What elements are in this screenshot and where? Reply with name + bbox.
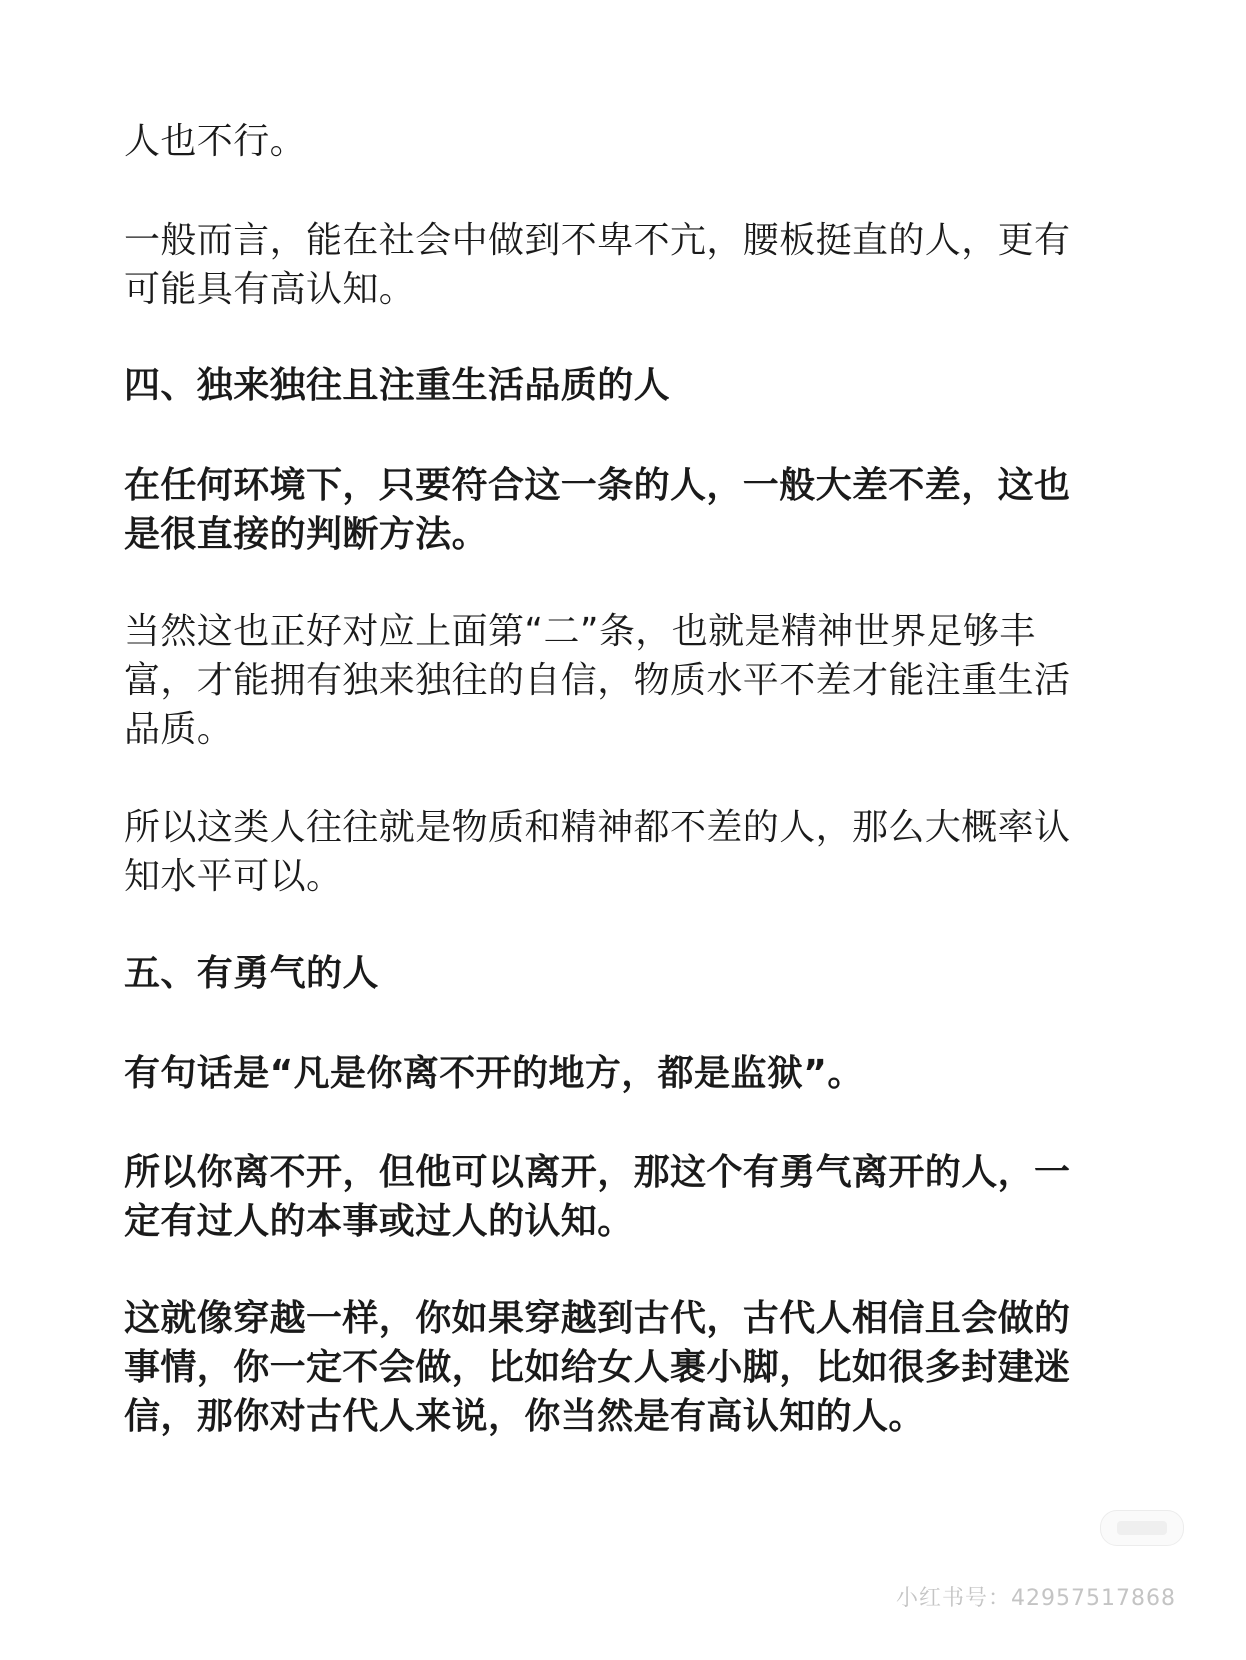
paragraph-material-spirit: 所以这类人往往就是物质和精神都不差的人，那么大概率认 知水平可以。 <box>124 807 1071 897</box>
paragraph-spiritual-world: 当然这也正好对应上面第“二”条，也就是精神世界足够丰 富，才能拥有独来独往的自信，物质水平不差才能注重生活 品质。 <box>124 611 1071 750</box>
paragraph-time-travel: 这就像穿越一样，你如果穿越到古代，古代人相信且会做的 事情，你一定不会做，比如给女人裹小脚，比如很多封建迷 信，那你对古代人来说，你当然是有高认知的人。 <box>124 1298 1071 1437</box>
paragraph-prison-quote: 有句话是“凡是你离不开的地方，都是监狱”。 <box>124 1053 864 1094</box>
paragraph-judgment-method: 在任何环境下，只要符合这一条的人，一般大差不差，这也 是很直接的判断方法。 <box>124 465 1071 555</box>
logo-glyph <box>1117 1521 1167 1535</box>
paragraph-intro-tail: 人也不行。 <box>124 121 307 162</box>
xiaohongshu-logo-icon <box>1100 1510 1184 1546</box>
watermark-account-id: 小红书号：42957517868 <box>896 1586 1176 1611</box>
section-heading-four: 四、独来独往且注重生活品质的人 <box>124 365 671 406</box>
paragraph-upright-cognition: 一般而言，能在社会中做到不卑不亢，腰板挺直的人，更有 可能具有高认知。 <box>124 220 1071 310</box>
section-heading-five: 五、有勇气的人 <box>124 953 379 994</box>
paragraph-courage-leave: 所以你离不开，但他可以离开，那这个有勇气离开的人，一 定有过人的本事或过人的认知。 <box>124 1152 1071 1242</box>
